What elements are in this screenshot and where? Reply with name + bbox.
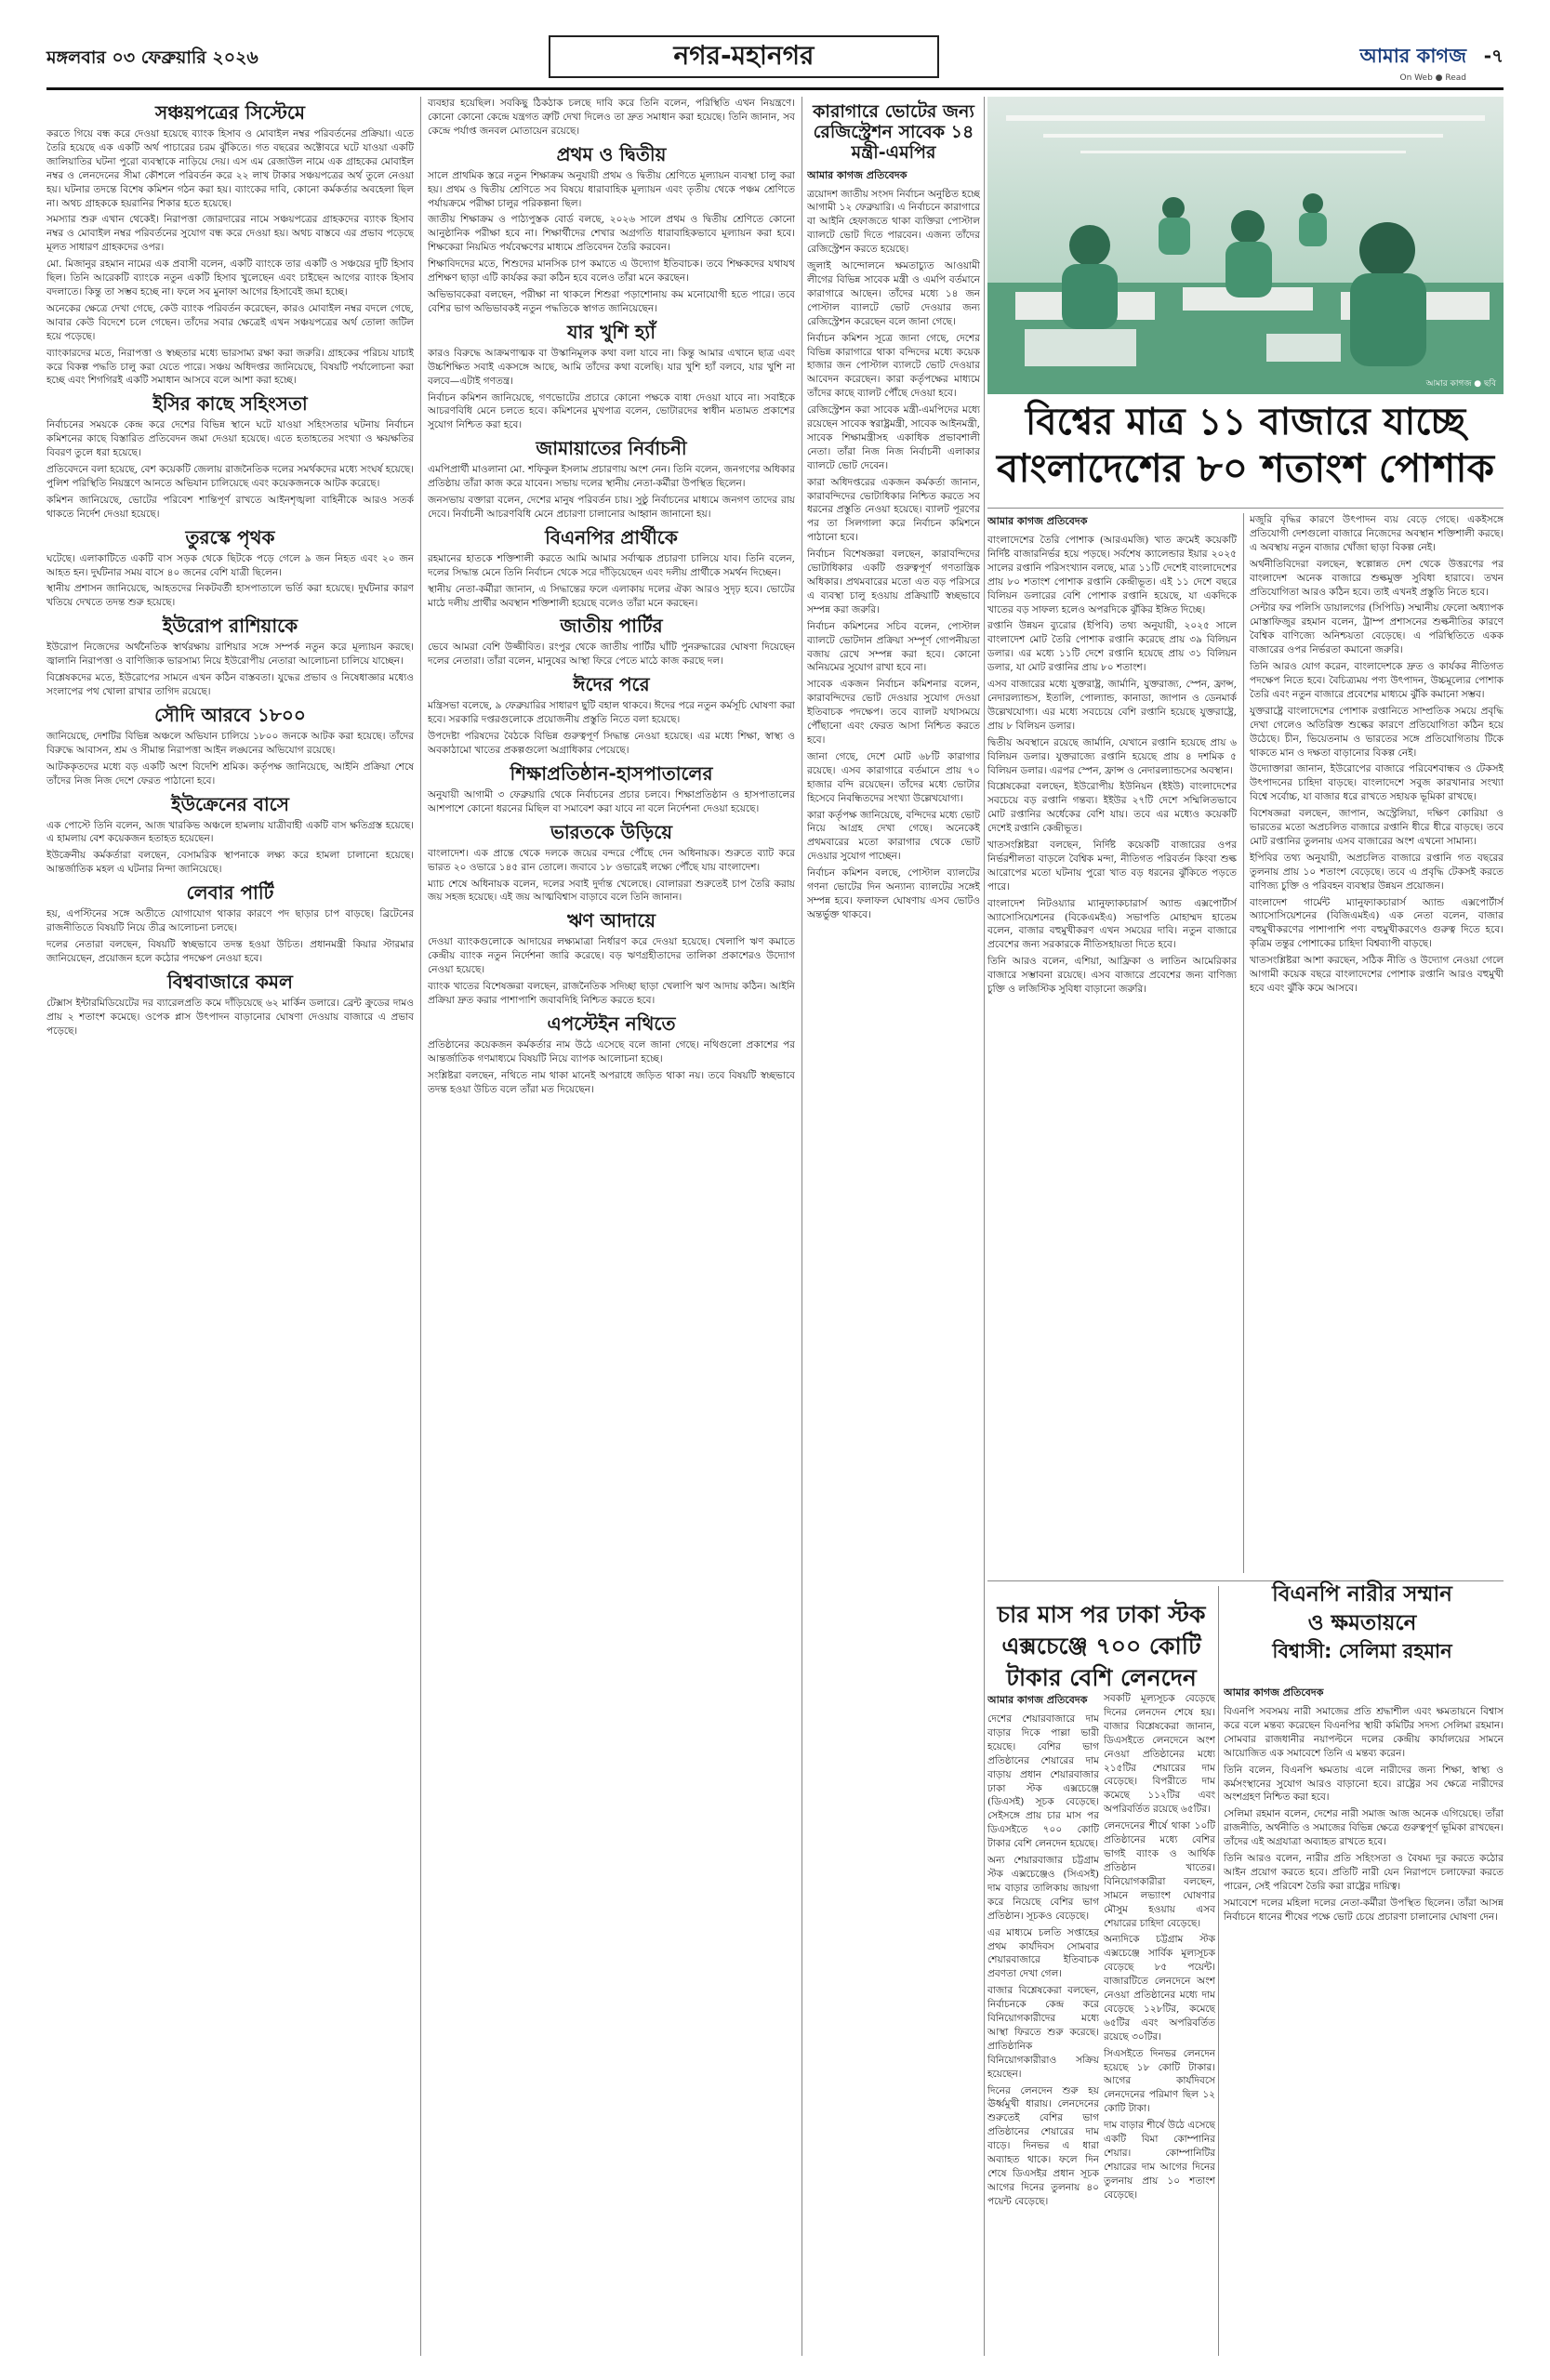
article-paragraph: জনসভায় বক্তারা বলেন, দেশের মানুষ পরিবর্তন চায়। সুষ্ঠু নির্বাচনের মাধ্যমে জনগণ তাদের রায় দেবে। নির্বাচনী আচরণবিধি মেনে প্রচারণা চালানোর আহ্বান জানানো হয়।	[428, 495, 795, 520]
women-headline	[1221, 1580, 1504, 1664]
article-paragraph: তিনি আরও যোগ করেন, বাংলাদেশকে দ্রুত ও কার্যকর নীতিগত পদক্ষেপ নিতে হবে। বৈচিত্র্যময় পণ্য উৎপাদন, উচ্চমূল্যের পোশাক তৈরি এবং নতুন বাজারে প্রবেশের মাধ্যমে ঝুঁকি কমানো সম্ভব।	[1250, 661, 1504, 700]
column-divider	[1243, 513, 1244, 1573]
section-title: নগর-মহানগর	[549, 35, 939, 78]
article-paragraph: অন্যদিকে চট্টগ্রাম স্টক এক্সচেঞ্জে সার্বিক মূল্যসূচক বেড়েছে ৮৫ পয়েন্ট। বাজারটিতে লেনদেনে অংশ নেওয়া প্রতিষ্ঠানের মধ্যে দাম বেড়েছে ১২৮টির, কমেছে ৬৫টির এবং অপরিবর্তিত রয়েছে ৩০টির।	[1104, 1934, 1215, 2043]
article-paragraph: জুলাই আন্দোলনে ক্ষমতাচ্যুত আওয়ামী লীগের বিভিন্ন সাবেক মন্ত্রী ও এমপি বর্তমানে কারাগারে আছেন। তাঁদের মধ্যে ১৪ জন পোস্টাল ব্যালটে ভোট দেওয়ার জন্য রেজিস্ট্রেশন করেছেন বলে জানা গেছে।	[807, 260, 980, 327]
article-paragraph: মো. মিজানুর রহমান নামের এক প্রবাসী বলেন, একটি ব্যাংকে তার একটি ও সঞ্চয়ের দুটি হিসাব ছিল। তিনি আরেকটি ব্যাংকে নতুন একটি হিসাব খুলেছেন এবং চাইছেন আগের ব্যাংক হিসাব বদলাতে। কিন্তু তা সম্ভব হচ্ছে না। ফলে সব মুনাফা আগের হিসাবেই জমা হচ্ছে।	[46, 258, 414, 298]
byline: আমার কাগজ প্রতিবেদক	[987, 1694, 1088, 1706]
article-paragraph: বাংলাদেশের তৈরি পোশাক (আরএমজি) খাত ক্রমেই কয়েকটি নির্দিষ্ট বাজারনির্ভর হয়ে পড়ছে। সর্বশেষ ক্যালেন্ডার ইয়ার ২০২৫ সালের রপ্তানি পরিসংখ্যান বলছে, মাত্র ১১টি দেশেই বাংলাদেশের প্রায় ৮০ শতাংশ পোশাক রপ্তানি কেন্দ্রীভূত। এই ১১ দেশে বছরে বিলিয়ন ডলারের বেশি পোশাক রপ্তানি হয়েছে, যা একদিকে খাতের বড় সাফল্য হলেও অপরদিকে ঝুঁকির ইঙ্গিত দিচ্ছে।	[987, 535, 1237, 615]
article-paragraph: সালে প্রাথমিক স্তরে নতুন শিক্ষাক্রম অনুযায়ী প্রথম ও দ্বিতীয় শ্রেণিতে মূল্যায়ন ব্যবস্থা চালু করা হয়। প্রথম ও দ্বিতীয় শ্রেণিতে সব বিষয়ে ধারাবাহিক মূল্যায়ন এবং তৃতীয় থেকে পঞ্চম শ্রেণিতে পর্যায়ক্রমে পরীক্ষা চালুর পরিকল্পনা ছিল।	[428, 169, 795, 209]
article-paragraph: খাতসংশ্লিষ্টরা আশা করছেন, সঠিক নীতি ও উদ্যোগ নেওয়া গেলে আগামী কয়েক বছরে বাংলাদেশের পোশাক রপ্তানি আরও বহুমুখী হবে এবং ঝুঁকি কমে আসবে।	[1250, 955, 1504, 994]
article-paragraph: জানিয়েছে, দেশটির বিভিন্ন অঞ্চলে অভিযান চালিয়ে ১৮০০ জনকে আটক করা হয়েছে। তাঁদের বিরুদ্ধে আবাসন, শ্রম ও সীমান্ত নিরাপত্তা আইন লঙ্ঘনের অভিযোগ রয়েছে।	[46, 730, 414, 756]
article-after-eid	[428, 699, 795, 758]
article-loan-recovery	[428, 935, 795, 1008]
article-paragraph: বিএনপি সবসময় নারী সমাজের প্রতি শ্রদ্ধাশীল এবং ক্ষমতায়নে বিশ্বাস করে বলে মন্তব্য করেছেন বিএনপির স্থায়ী কমিটির সদস্য সেলিমা রহমান। সোমবার রাজধানীর নয়াপল্টনে দলের কেন্দ্রীয় কার্যালয়ের সামনে আয়োজিত এক সমাবেশে তিনি এ মন্তব্য করেন।	[1224, 1706, 1504, 1759]
article-paragraph: সিএসইতে দিনভর লেনদেন হয়েছে ১৮ কোটি টাকার। আগের কার্যদিবসে লেনদেনের পরিমাণ ছিল ১২ কোটি টাকা।	[1104, 2047, 1215, 2115]
article-paragraph: তিনি আরও বলেন, এশিয়া, আফ্রিকা ও লাতিন আমেরিকার বাজারে সম্ভাবনা রয়েছে। এসব বাজারে প্রবেশের জন্য বাণিজ্য চুক্তি ও লজিস্টিক সুবিধা বাড়ানো জরুরি।	[987, 956, 1237, 996]
article-yes-vote	[428, 347, 795, 432]
column-divider	[420, 97, 421, 2356]
headline-school-hospital: শিক্ষাপ্রতিষ্ঠান-হাসপাতালের	[510, 761, 713, 785]
article-paragraph: হয়, এপস্টিনের সঙ্গে অতীতে যোগাযোগ থাকার কারণে পদ ছাড়ার চাপ বাড়ছে। ব্রিটেনের রাজনীতিতে বিষয়টি নিয়ে তীব্র আলোচনা চলছে।	[46, 908, 414, 934]
article-paragraph: নির্বাচন কমিশন সূত্রে জানা গেছে, দেশের বিভিন্ন কারাগারে থাকা বন্দিদের মধ্যে কয়েক হাজার জন পোস্টাল ব্যালটে ভোট দেওয়ার আবেদন করেছেন। কারা কর্তৃপক্ষের মাধ্যমে তাঁদের কাছে ব্যালট পৌঁছে দেওয়া হবে।	[807, 332, 980, 400]
headline-after-eid: ঈদের পরে	[573, 673, 650, 696]
article-first-second	[428, 169, 795, 316]
column-divider	[1218, 1586, 1219, 2356]
stock-article-left	[987, 1712, 1099, 2209]
article-paragraph: জাতীয় শিক্ষাক্রম ও পাঠ্যপুস্তক বোর্ড বলছে, ২০২৬ সালে প্রথম ও দ্বিতীয় শ্রেণিতে কোনো আনুষ্ঠানিক পরীক্ষা হবে না। শিক্ষার্থীদের শেখার অগ্রগতি ধারাবাহিকভাবে মূল্যায়ন করা হবে। শিক্ষকেরা নিয়মিত পর্যবেক্ষণের মাধ্যমে প্রতিবেদন তৈরি করবেন।	[428, 214, 795, 254]
headline-jamaat: জামায়াতের নির্বাচনী	[536, 437, 687, 460]
article-turkey	[46, 552, 414, 611]
article-paragraph: ইপিবির তথ্য অনুযায়ী, অপ্রচলিত বাজারে রপ্তানি গত বছরের তুলনায় প্রায় ১০ শতাংশ বেড়েছে। তবে এ প্রবৃদ্ধি টেকসই করতে বাণিজ্য চুক্তি ও পরিবহন ব্যবস্থার উন্নয়ন প্রয়োজন।	[1250, 852, 1504, 892]
article-paragraph: অর্থনীতিবিদেরা বলছেন, স্বল্পোন্নত দেশ থেকে উত্তরণের পর বাংলাদেশ অনেক বাজারে শুল্কমুক্ত সুবিধা হারাবে। তখন প্রতিযোগিতা আরও কঠিন হবে। তাই এখনই প্রস্তুতি নিতে হবে।	[1250, 558, 1504, 598]
article-paragraph: ম্যাচ শেষে অধিনায়ক বলেন, দলের সবাই দুর্দান্ত খেলেছে। বোলাররা শুরুতেই চাপ তৈরি করায় জয় সহজ হয়েছে। এই জয় আত্মবিশ্বাস বাড়াবে বলে তিনি জানান।	[428, 878, 795, 904]
article-paragraph: আটককৃতদের মধ্যে বড় একটি অংশ বিদেশি শ্রমিক। কর্তৃপক্ষ জানিয়েছে, আইনি প্রক্রিয়া শেষে তাঁদের নিজ নিজ দেশে ফেরত পাঠানো হবে।	[46, 760, 414, 787]
article-paragraph: সেলিমা রহমান বলেন, দেশের নারী সমাজ আজ অনেক এগিয়েছে। তাঁরা রাজনীতি, অর্থনীতি ও সমাজের বিভিন্ন ক্ষেত্রে গুরুত্বপূর্ণ ভূমিকা রাখছেন। তাঁদের এই অগ্রযাত্রা অব্যাহত রাখতে হবে।	[1224, 1808, 1504, 1848]
logo-tagline: On Web ● Read	[1399, 73, 1466, 83]
article-paragraph: ব্যবহার হয়েছিল। সবকিছু ঠিকঠাক চলছে দাবি করে তিনি বলেন, পরিস্থিতি এখন নিয়ন্ত্রণে। কোনো কোনো কেন্দ্রে যন্ত্রগত ত্রুটি দেখা দিলেও তা দ্রুত সমাধান করা হয়েছে। তিনি জানান, সব কেন্দ্রে পর্যাপ্ত জনবল মোতায়েন রয়েছে।	[428, 98, 795, 137]
headline-labour-party: লেবার পার্টি	[186, 881, 274, 905]
lead-article-right	[1250, 513, 1504, 996]
article-paragraph: শিক্ষাবিদদের মতে, শিশুদের মানসিক চাপ কমাতে এ উদ্যোগ ইতিবাচক। তবে শিক্ষকদের যথাযথ প্রশিক্ষণ ছাড়া এটি কার্যকর করা কঠিন হবে বলেও তাঁরা মনে করছেন।	[428, 258, 795, 284]
stock-column-right	[1104, 1692, 1215, 2356]
article-paragraph: কমিশন জানিয়েছে, ভোটের পরিবেশ শান্তিপূর্ণ রাখতে আইনশৃঙ্খলা বাহিনীকে আরও সতর্ক থাকতে নির্দেশ দেওয়া হয়েছে।	[46, 494, 414, 520]
article-paragraph: ইউরোপ নিজেদের অর্থনৈতিক স্বার্থরক্ষায় রাশিয়ার সঙ্গে সম্পর্ক নতুন করে মূল্যায়ন করছে। জ্বালানি নিরাপত্তা ও বাণিজ্যিক ভারসাম্য নিয়ে ইউরোপীয় নেতারা আলোচনা চালিয়ে যাচ্ছেন।	[46, 641, 414, 668]
article-paragraph: তিনি বলেন, বিএনপি ক্ষমতায় এলে নারীদের জন্য শিক্ষা, স্বাস্থ্য ও কর্মসংস্থানের সুযোগ আরও বাড়ানো হবে। রাষ্ট্রের সব ক্ষেত্রে নারীদের অংশগ্রহণ নিশ্চিত করা হবে।	[1224, 1764, 1504, 1804]
headline-beat-india: ভারতকে উড়িয়ে	[550, 820, 673, 843]
page-number: -৭	[1483, 45, 1504, 67]
article-paragraph: বিশ্লেষকেরা বলছেন, ইউরোপীয় ইউনিয়ন (ইইউ) বাংলাদেশের সবচেয়ে বড় রপ্তানি গন্তব্য। ইইউর ২৭টি দেশে সম্মিলিতভাবে মোট রপ্তানির অর্ধেকের বেশি যায়। তবে এর মধ্যেও কয়েকটি দেশেই রপ্তানি কেন্দ্রীভূত।	[987, 781, 1237, 835]
article-prison-voting	[807, 188, 980, 922]
article-paragraph: দ্বিতীয় অবস্থানে রয়েছে জার্মানি, যেখানে রপ্তানি হয়েছে প্রায় ৬ বিলিয়ন ডলার। যুক্তরাজ্যে রপ্তানি হয়েছে প্রায় ৪ দশমিক ৫ বিলিয়ন ডলার। এরপর স্পেন, ফ্রান্স ও নেদারল্যান্ডসের অবস্থান।	[987, 736, 1237, 776]
article-paragraph: বাজার বিশ্লেষকেরা বলছেন, নির্বাচনকে কেন্দ্র করে বিনিয়োগকারীদের মধ্যে আস্থা ফিরতে শুরু করেছে। প্রাতিষ্ঠানিক বিনিয়োগকারীরাও সক্রিয় হয়েছেন।	[987, 1985, 1099, 2080]
article-paragraph: বিশ্লেষকদের মতে, ইউরোপের সামনে এখন কঠিন বাস্তবতা। যুদ্ধের প্রভাব ও নিষেধাজ্ঞার মধ্যেও সংলাপের পথ খোলা রাখার তাগিদ রয়েছে।	[46, 672, 414, 697]
article-paragraph: সংশ্লিষ্টরা বলছেন, নথিতে নাম থাকা মানেই অপরাধে জড়িত থাকা নয়। তবে বিষয়টি স্বচ্ছভাবে তদন্ত হওয়া উচিত বলে তাঁরা মত দিয়েছেন।	[428, 1069, 795, 1095]
women-headline-line3: বিশ্বাসী: সেলিমা রহমান	[1272, 1640, 1452, 1663]
article-saudi	[46, 730, 414, 788]
article-paragraph: অন্য শেয়ারবাজার চট্টগ্রাম স্টক এক্সচেঞ্জেও (সিএসই) দাম বাড়ার তালিকায় জায়গা করে নিয়েছে বেশির ভাগ প্রতিষ্ঠান। সূচকও বেড়েছে।	[987, 1855, 1099, 1922]
article-paragraph: উপদেষ্টা পরিষদের বৈঠকে বিভিন্ন গুরুত্বপূর্ণ সিদ্ধান্ত নেওয়া হয়েছে। এর মধ্যে শিক্ষা, স্বাস্থ্য ও অবকাঠামো খাতের প্রকল্পগুলো অগ্রাধিকার পেয়েছে।	[428, 731, 795, 756]
headline-bnp-candidate: বিএনপির প্রার্থীকে	[545, 525, 678, 549]
article-paragraph: দিনের লেনদেন শুরু হয় ঊর্ধ্বমুখী ধারায়। লেনদেনের শুরুতেই বেশির ভাগ প্রতিষ্ঠানের শেয়ারের দাম বাড়ে। দিনভর এ ধারা অব্যাহত থাকে। ফলে দিন শেষে ডিএসইর প্রধান সূচক আগের দিনের তুলনায় ৪০ পয়েন্ট বেড়েছে।	[987, 2084, 1099, 2207]
article-paragraph: কারা কর্তৃপক্ষ জানিয়েছে, বন্দিদের মধ্যে ভোট নিয়ে আগ্রহ দেখা গেছে। অনেকেই প্রথমবারের মতো কারাগার থেকে ভোট দেওয়ার সুযোগ পাচ্ছেন।	[807, 809, 980, 863]
headline-ukraine-bus: ইউক্রেনের বাসে	[171, 792, 289, 815]
stock-headline: চার মাস পর ঢাকা স্টক এক্সচেঞ্জে ৭০০ কোটি টাকার বেশি লেনদেন	[997, 1601, 1206, 1691]
headline-oil-price: বিশ্ববাজারে কমল	[167, 970, 293, 993]
article-paragraph: মন্ত্রিসভা বলেছে, ৯ ফেব্রুয়ারির সাধারণ ছুটি বহাল থাকবে। ঈদের পরে নতুন কর্মসূচি ঘোষণা করা হবে। সরকারি দপ্তরগুলোকে প্রয়োজনীয় প্রস্তুতি নিতে বলা হয়েছে।	[428, 700, 795, 726]
article-paragraph: নির্বাচন কমিশন বলছে, পোস্টাল ব্যালটের গণনা ভোটের দিন অন্যান্য ব্যালটের সঙ্গেই সম্পন্ন হবে। ফলাফল ঘোষণায় এসব ভোটও অন্তর্ভুক্ত থাকবে।	[807, 867, 980, 920]
article-paragraph: এক পোস্টে তিনি বলেন, আজ খারকিভ অঞ্চলে হামলায় যাত্রীবাহী একটি বাস ক্ষতিগ্রস্ত হয়েছে। এ হামলায় বেশ কয়েকজন হতাহত হয়েছেন।	[46, 819, 414, 845]
article-paragraph: সেন্টার ফর পলিসি ডায়ালগের (সিপিডি) সম্মানীয় ফেলো অধ্যাপক মোস্তাফিজুর রহমান বলেন, ট্রাম্প প্রশাসনের শুল্কনীতির কারণে বৈশ্বিক বাণিজ্যে অনিশ্চয়তা বেড়েছে। এ পরিস্থিতিতে একক বাজারের ওপর নির্ভরতা কমানো জরুরি।	[1250, 602, 1504, 656]
lead-column-left	[987, 513, 1237, 1582]
article-paragraph: রেজিস্ট্রেশন করা সাবেক মন্ত্রী-এমপিদের মধ্যে রয়েছেন সাবেক স্বরাষ্ট্রমন্ত্রী, সাবেক আইনমন্ত্রী, সাবেক শিক্ষামন্ত্রীসহ একাধিক প্রভাবশালী নেতা। তাঁরা নিজ নিজ নির্বাচনী এলাকার ব্যালটে ভোট দেবেন।	[807, 404, 980, 471]
column-3	[807, 97, 980, 2356]
article-paragraph: ব্যাংক খাতের বিশেষজ্ঞরা বলছেন, রাজনৈতিক সদিচ্ছা ছাড়া খেলাপি ঋণ আদায় কঠিন। আইনি প্রক্রিয়া দ্রুত করার পাশাপাশি জবাবদিহি নিশ্চিত করতে হবে।	[428, 981, 795, 1006]
article-paragraph: এর মাধ্যমে চলতি সপ্তাহের প্রথম কার্যদিবস সোমবার শেয়ারবাজারে ইতিবাচক প্রবণতা দেখা গেল।	[987, 1926, 1099, 1980]
article-paragraph: স্থানীয় প্রশাসন জানিয়েছে, আহতদের নিকটবর্তী হাসপাতালে ভর্তি করা হয়েছে। দুর্ঘটনার কারণ খতিয়ে দেখতে তদন্ত শুরু হয়েছে।	[46, 583, 414, 609]
article-sanchayapatra	[46, 127, 414, 388]
article-paragraph: স্থানীয় নেতা-কর্মীরা জানান, এ সিদ্ধান্তের ফলে এলাকায় দলের ঐক্য আরও সুদৃঢ় হবে। ভোটের মাঠে দলীয় প্রার্থীর অবস্থান শক্তিশালী হয়েছে বলেও তাঁরা মনে করছেন।	[428, 583, 795, 609]
article-paragraph: অভিভাবকেরা বলছেন, পরীক্ষা না থাকলে শিশুরা পড়াশোনায় কম মনোযোগী হতে পারে। তবে বেশির ভাগ অভিভাবকই নতুন পদ্ধতিকে স্বাগত জানিয়েছেন।	[428, 288, 795, 314]
lead-article-left	[987, 534, 1237, 997]
article-paragraph: উদ্যোক্তারা জানান, ইউরোপের বাজারে পরিবেশবান্ধব ও টেকসই উৎপাদনের চাহিদা বাড়ছে। বাংলাদেশে সবুজ কারখানার সংখ্যা বিশ্বে সর্বোচ্চ, যা বাজার ধরে রাখতে সহায়ক ভূমিকা রাখছে।	[1250, 763, 1504, 803]
headline-rule	[987, 508, 1504, 509]
women-headline-line1: বিএনপি নারীর সম্মান	[1272, 1582, 1452, 1606]
article-ukraine-bus	[46, 819, 414, 878]
article-paragraph: অনেকের ক্ষেত্রে দেখা গেছে, কেউ ব্যাংক পরিবর্তন করেছেন, কারও মোবাইল নম্বর বদলে গেছে, আবার কেউ বিদেশে চলে গেছেন। তাঁদের সবার ক্ষেত্রেই এখন সঞ্চয়পত্রের অর্থ তোলা জটিল হয়ে পড়েছে।	[46, 302, 414, 342]
article-paragraph: ত্রয়োদশ জাতীয় সংসদ নির্বাচন অনুষ্ঠিত হচ্ছে আগামী ১২ ফেব্রুয়ারি। এ নির্বাচনে কারাগারে বা আইনি হেফাজতে থাকা ব্যক্তিরা পোস্টাল ব্যালটে ভোট দিতে পারবেন। এজন্য তাঁদের রেজিস্ট্রেশন করতে হয়েছে।	[807, 188, 980, 256]
article-paragraph: ঘটেছে। এলাকাটিতে একটি বাস সড়ক থেকে ছিটকে পড়ে গেলে ৯ জন নিহত এবং ২০ জন আহত হন। দুর্ঘটনার সময় বাসে ৪০ জনের বেশি যাত্রী ছিলেন।	[46, 552, 414, 578]
article-paragraph: সমাবেশে দলের মহিলা দলের নেতা-কর্মীরা উপস্থিত ছিলেন। তাঁরা আসন্ন নির্বাচনে ধানের শীষের পক্ষে ভোট চেয়ে প্রচারণা চালানোর ঘোষণা দেন।	[1224, 1897, 1504, 1923]
article-paragraph: এমপিপ্রার্থী মাওলানা মো. শফিকুল ইসলাম প্রচারণায় অংশ নেন। তিনি বলেন, জনগণের অধিকার প্রতিষ্ঠায় তাঁরা কাজ করে যাবেন। সভায় দলের স্থানীয় নেতা-কর্মীরা উপস্থিত ছিলেন।	[428, 464, 795, 490]
article-labour-party	[46, 907, 414, 966]
article-paragraph: দাম বাড়ার শীর্ষে উঠে এসেছে একটি বিমা কোম্পানির শেয়ার। কোম্পানিটির শেয়ারের দাম আগের দিনের তুলনায় প্রায় ১০ শতাংশ বেড়েছে।	[1104, 2120, 1215, 2201]
article-paragraph: খাতসংশ্লিষ্টরা বলছেন, নির্দিষ্ট কয়েকটি বাজারের ওপর নির্ভরশীলতা বাড়লে বৈশ্বিক মন্দা, নীতিগত পরিবর্তন কিংবা শুল্ক আরোপের মতো ঘটনায় পুরো খাত বড় ধরনের ঝুঁকিতে পড়তে পারে।	[987, 840, 1237, 892]
article-epstein	[428, 1038, 795, 1097]
article-paragraph: নির্বাচন বিশেষজ্ঞরা বলছেন, কারাবন্দিদের ভোটাধিকার একটি গুরুত্বপূর্ণ গণতান্ত্রিক অধিকার। প্রথমবারের মতো এত বড় পরিসরে এ ব্যবস্থা চালু হওয়ায় প্রক্রিয়াটি স্বচ্ছভাবে সম্পন্ন করা জরুরি।	[807, 549, 980, 615]
article-paragraph: প্রতিষ্ঠানের কয়েকজন কর্মকর্তার নাম উঠে এসেছে বলে জানা গেছে। নথিগুলো প্রকাশের পর আন্তর্জাতিক গণমাধ্যমে বিষয়টি নিয়ে ব্যাপক আলোচনা হচ্ছে।	[428, 1038, 795, 1064]
lead-headline-line1: বিশ্বের মাত্র ১১ বাজারে যাচ্ছে	[1025, 401, 1466, 443]
masthead-rule	[46, 87, 1504, 90]
article-jatiya-party	[428, 641, 795, 668]
column-divider	[984, 97, 985, 2356]
article-paragraph: সাবেক একজন নির্বাচন কমিশনার বলেন, কারাবন্দিদের ভোট দেওয়ার সুযোগ দেওয়া ইতিবাচক পদক্ষেপ। তবে ব্যালট যথাসময়ে পৌঁছানো এবং ফেরত আসা নিশ্চিত করতে হবে।	[807, 679, 980, 746]
column-divider	[801, 97, 802, 2356]
article-paragraph: দেওয়া ব্যাংকগুলোকে আদায়ের লক্ষ্যমাত্রা নির্ধারণ করে দেওয়া হয়েছে। খেলাপি ঋণ কমাতে কেন্দ্রীয় ব্যাংক নতুন নির্দেশনা জারি করেছে। বড় ঋণগ্রহীতাদের তালিকা প্রকাশেরও উদ্যোগ নেওয়া হয়েছে।	[428, 936, 795, 976]
logo-text: আমার কাগজ	[1359, 45, 1466, 67]
article-paragraph: সমস্যার শুরু এখান থেকেই। নিরাপত্তা জোরদারের নামে সঞ্চয়পত্রের গ্রাহকদের ব্যাংক হিসাব নম্বর ও মোবাইল নম্বর পরিবর্তনের সুযোগ বন্ধ করে দেওয়া হয়। অথচ বাস্তবে এর প্রভাব পড়েছে মূলত সাধারণ গ্রাহকদের ওপর।	[46, 214, 414, 254]
headline-ec-violence: ইসির কাছে সহিংসতা	[152, 392, 308, 416]
headline-turkey: তুরস্কে পৃথক	[185, 525, 275, 549]
article-paragraph: নির্বাচন কমিশনের সচিব বলেন, পোস্টাল ব্যালটে ভোটদান প্রক্রিয়া সম্পূর্ণ গোপনীয়তা বজায় রেখে সম্পন্ন করা হবে। কোনো অনিয়মের সুযোগ রাখা হবে না।	[807, 620, 980, 674]
article-paragraph: করতে গিয়ে বন্ধ করে দেওয়া হয়েছে ব্যাংক হিসাব ও মোবাইল নম্বর পরিবর্তনের প্রক্রিয়া। এতে তৈরি হয়েছে এক একটি অর্থ পাচারের চরম ঝুঁকিতে। গত বছরের অক্টোবরে ঘটে যাওয়া একটি জালিয়াতির ঘটনা পুরো ব্যবস্থাকে নাড়িয়ে দেয়। এস এম রেজাউল নামে এক গ্রাহকের মোবাইল নম্বর ও লেনদেনের সীমা কৌশলে পরিবর্তন করে ২২ লাখ টাকার সঞ্চয়পত্রের অর্থ তুলে নেওয়া হয়। ঘটনার তদন্তে বিশেষ কমিশন গঠন করা হয়। ব্যাংকের দাবি, কোনো কর্মকর্তার অবহেলা ছিল না। অথচ গ্রাহককে হয়রানির শিকার হতে হয়েছে।	[46, 128, 414, 209]
article-paragraph: তিনি আরও বলেন, নারীর প্রতি সহিংসতা ও বৈষম্য দূর করতে কঠোর আইন প্রয়োগ করতে হবে। প্রতিটি নারী যেন নিরাপদে চলাফেরা করতে পারেন, সেই পরিবেশ তৈরি করা রাষ্ট্রের দায়িত্ব।	[1224, 1853, 1504, 1892]
headline-europe-russia: ইউরোপ রাশিয়াকে	[162, 615, 298, 638]
women-headline-line2: ও ক্ষমতায়নে	[1307, 1611, 1417, 1636]
masthead	[46, 35, 1504, 83]
article-paragraph: কারা অধিদপ্তরের একজন কর্মকর্তা জানান, কারাবন্দিদের ভোটাধিকার নিশ্চিত করতে সব ধরনের প্রস্তুতি নেওয়া হয়েছে। ব্যালট পূরণের পর তা সিলগালা করে নির্বাচন কমিশনে পাঠানো হবে।	[807, 476, 980, 544]
article-paragraph: বাংলাদেশ নিটওয়্যার ম্যানুফ্যাকচারার্স অ্যান্ড এক্সপোর্টার্স অ্যাসোসিয়েশনের (বিকেএমইএ) সভাপতি মোহাম্মদ হাতেম বলেন, বাজার বহুমুখীকরণ এখন সময়ের দাবি। নতুন বাজারে প্রবেশের জন্য সরকারকে নীতিসহায়তা দিতে হবে।	[987, 897, 1237, 951]
garment-factory-illustration	[987, 97, 1504, 394]
article-paragraph: ইউক্রেনীয় কর্মকর্তারা বলছেন, বেসামরিক স্থাপনাকে লক্ষ্য করে হামলা চালানো হয়েছে। আন্তর্জাতিক মহল এ ঘটনার নিন্দা জানিয়েছে।	[46, 850, 414, 876]
headline-saudi: সৌদি আরবে ১৮০০	[154, 703, 306, 726]
stock-article-right	[1104, 1692, 1215, 2202]
article-paragraph: জানা গেছে, দেশে মোট ৬৮টি কারাগার রয়েছে। এসব কারাগারে বর্তমানে প্রায় ৭০ হাজার বন্দি রয়েছেন। তাঁদের মধ্যে ভোটার হিসেবে নিবন্ধিতদের সংখ্যা উল্লেখযোগ্য।	[807, 750, 980, 804]
byline: আমার কাগজ প্রতিবেদক	[987, 515, 1088, 527]
headline-prison-voting: কারাগারে ভোটের জন্য রেজিস্ট্রেশন সাবেক ১৪ মন্ত্রী-এমপির	[813, 101, 974, 163]
stock-column-left	[987, 1692, 1099, 2356]
article-paragraph: নির্বাচনের সময়কে কেন্দ্র করে দেশের বিভিন্ন স্থানে ঘটে যাওয়া সহিংসতার ঘটনায় নির্বাচন কমিশনের কাছে বিস্তারিত প্রতিবেদন জমা দেওয়া হয়েছে। এতে হতাহতের সংখ্যা ও ক্ষয়ক্ষতির বিবরণ তুলে ধরা হয়েছে।	[46, 419, 414, 459]
lead-column-right	[1250, 513, 1504, 1573]
article-oil-price	[46, 997, 414, 1038]
column-1	[46, 97, 414, 2356]
article-paragraph: দেশের শেয়ারবাজারে দাম বাড়ার দিকে পাল্লা ভারী হয়েছে। বেশির ভাগ প্রতিষ্ঠানের শেয়ারের দাম বাড়ায় প্রধান শেয়ারবাজার ঢাকা স্টক এক্সচেঞ্জে (ডিএসই) সূচক বেড়েছে। সেইসঙ্গে প্রায় চার মাস পর ডিএসইতে ৭০০ কোটি টাকার বেশি লেনদেন হয়েছে।	[987, 1713, 1099, 1850]
article-paragraph: নির্বাচন কমিশন জানিয়েছে, গণভোটের প্রচারে কোনো পক্ষকে বাধা দেওয়া যাবে না। সবাইকে আচরণবিধি মেনে চলতে হবে। কমিশনের মুখপাত্র বলেন, ভোটারদের স্বাধীন মতামত প্রকাশের সুযোগ নিশ্চিত করা হবে।	[428, 391, 795, 431]
article-beat-india	[428, 847, 795, 906]
article-paragraph: লেনদেনের শীর্ষে থাকা ১০টি প্রতিষ্ঠানের মধ্যে বেশির ভাগই ব্যাংক ও আর্থিক প্রতিষ্ঠান খাতের। বিনিয়োগকারীরা বলছেন, সামনে লভ্যাংশ ঘোষণার মৌসুম হওয়ায় এসব শেয়ারের চাহিদা বেড়েছে।	[1104, 1820, 1215, 1929]
byline: আমার কাগজ প্রতিবেদক	[807, 168, 907, 181]
article-jamaat	[428, 463, 795, 522]
issue-date: মঙ্গলবার ০৩ ফেব্রুয়ারি ২০২৬	[46, 47, 258, 68]
article-paragraph: দলের নেতারা বলছেন, বিষয়টি স্বচ্ছভাবে তদন্ত হওয়া উচিত। প্রধানমন্ত্রী কিয়ার স্টারমার জানিয়েছেন, প্রয়োজন হলে কঠোর পদক্ষেপ নেওয়া হবে।	[46, 938, 414, 964]
newspaper-logo	[1360, 41, 1466, 83]
article-paragraph: রপ্তানি উন্নয়ন ব্যুরোর (ইপিবি) তথ্য অনুযায়ী, ২০২৫ সালে বাংলাদেশ মোট তৈরি পোশাক রপ্তানি করেছে প্রায় ৩৯ বিলিয়ন ডলার। এর মধ্যে ১১টি দেশে রপ্তানি হয়েছে প্রায় ৩১ বিলিয়ন ডলার, যা মোট রপ্তানির প্রায় ৮০ শতাংশ।	[987, 620, 1237, 674]
article-paragraph: প্রতিবেদনে বলা হয়েছে, বেশ কয়েকটি জেলায় রাজনৈতিক দলের সমর্থকদের মধ্যে সংঘর্ষ হয়েছে। পুলিশ পরিস্থিতি নিয়ন্ত্রণে আনতে অভিযান চালিয়েছে এবং কয়েকজনকে আটক করেছে।	[46, 464, 414, 489]
article-intro	[428, 97, 795, 139]
headline-first-second: প্রথম ও দ্বিতীয়	[556, 142, 667, 165]
article-paragraph: বিশেষজ্ঞরা বলছেন, জাপান, অস্ট্রেলিয়া, দক্ষিণ কোরিয়া ও ভারতের মতো অপ্রচলিত বাজারে রপ্তানি ধীরে ধীরে বাড়ছে। তবে মোট রপ্তানির তুলনায় এসব বাজারের অংশ এখনো সামান্য।	[1250, 808, 1504, 847]
article-paragraph: টেক্সাস ইন্টারমিডিয়েটের দর ব্যারেলপ্রতি কমে দাঁড়িয়েছে ৬২ মার্কিন ডলারে। ব্রেন্ট ক্রুডের দামও প্রায় ২ শতাংশ কমেছে। ওপেক প্লাস উৎপাদন বাড়ানোর ঘোষণা দেওয়ায় বাজারে এ প্রভাব পড়েছে।	[46, 997, 414, 1037]
lead-headline-line2: বাংলাদেশের ৮০ শতাংশ পোশাক	[997, 445, 1494, 491]
lead-headline	[987, 400, 1504, 494]
article-paragraph: কারও বিরুদ্ধে আক্রমণাত্মক বা উস্কানিমূলক কথা বলা যাবে না। কিন্তু আমার এখানে ছাত্র এবং উচ্চশিক্ষিত সবাই একসঙ্গে আছে, আমি তাঁদের কথা বলেছি। যার খুশি হ্যাঁ বলবে, যার খুশি না বলবে—এটাই গণতন্ত্র।	[428, 347, 795, 387]
headline-loan-recovery: ঋণ আদায়ে	[566, 909, 656, 932]
garment-factory-photo	[987, 97, 1504, 394]
photo-credit: আমার কাগজ ● ছবি	[1425, 379, 1496, 389]
article-europe-russia	[46, 641, 414, 699]
article-paragraph: মজুরি বৃদ্ধির কারণে উৎপাদন ব্যয় বেড়ে গেছে। একইসঙ্গে প্রতিযোগী দেশগুলো বাজারে নিজেদের অবস্থান শক্তিশালী করছে। এ অবস্থায় নতুন বাজার খোঁজা ছাড়া বিকল্প নেই।	[1250, 514, 1504, 553]
article-paragraph: অনুযায়ী আগামী ৩ ফেব্রুয়ারি থেকে নির্বাচনের প্রচার চলবে। শিক্ষাপ্রতিষ্ঠান ও হাসপাতালের আশপাশে কোনো ধরনের মিছিল বা সমাবেশ করা যাবে না বলে নির্দেশনা দেওয়া হয়েছে।	[428, 788, 795, 814]
article-paragraph: যুক্তরাষ্ট্রে বাংলাদেশের পোশাক রপ্তানিতে সাম্প্রতিক সময়ে প্রবৃদ্ধি দেখা গেলেও অতিরিক্ত শুল্কের কারণে প্রতিযোগিতা কঠিন হয়ে উঠেছে। চীন, ভিয়েতনাম ও ভারতের সঙ্গে প্রতিযোগিতায় টিকে থাকতে মান ও দক্ষতা বাড়ানোর বিকল্প নেই।	[1250, 705, 1504, 759]
headline-yes-vote: যার খুশি হ্যাঁ	[566, 320, 656, 343]
article-paragraph: রহমানের হাতকে শক্তিশালী করতে আমি আমার সর্বাত্মক প্রচারণা চালিয়ে যাব। তিনি বলেন, দলের সিদ্ধান্ত মেনে তিনি নির্বাচন থেকে সরে দাঁড়িয়েছেন এবং দলীয় প্রার্থীকে সমর্থন দিচ্ছেন।	[428, 552, 795, 578]
article-paragraph: বাংলাদেশ গার্মেন্ট ম্যানুফ্যাকচারার্স অ্যান্ড এক্সপোর্টার্স অ্যাসোসিয়েশনের (বিজিএমইএ) এক নেতা বলেন, বাজার বহুমুখীকরণের পাশাপাশি পণ্য বহুমুখীকরণেও গুরুত্ব দিতে হবে। কৃত্রিম তন্তুর পোশাকের চাহিদা বিশ্বব্যাপী বাড়ছে।	[1250, 896, 1504, 950]
article-paragraph: এসব বাজারের মধ্যে যুক্তরাষ্ট্র, জার্মানি, যুক্তরাজ্য, স্পেন, ফ্রান্স, নেদারল্যান্ডস, ইতালি, পোল্যান্ড, কানাডা, জাপান ও ডেনমার্ক উল্লেখযোগ্য। এর মধ্যে সবচেয়ে বেশি রপ্তানি হয়েছে যুক্তরাষ্ট্রে, প্রায় ৮ বিলিয়ন ডলার।	[987, 679, 1237, 732]
article-paragraph: ভেবে আমরা বেশি উজ্জীবিত। রংপুর থেকে জাতীয় পার্টির ঘাঁটি পুনরুদ্ধারের ঘোষণা দিয়েছেন দলের নেতারা। তাঁরা বলেন, মানুষের আস্থা ফিরে পেতে মাঠে কাজ করছে দল।	[428, 641, 795, 668]
byline: আমার কাগজ প্রতিবেদক	[1224, 1686, 1324, 1699]
headline-epstein: এপস্টেইন নথিতে	[547, 1012, 676, 1035]
women-article	[1224, 1705, 1504, 1924]
article-ec-violence	[46, 418, 414, 521]
article-school-hospital	[428, 788, 795, 816]
women-column	[1224, 1685, 1504, 2356]
column-2	[428, 97, 795, 2356]
article-paragraph: সবকটি মূল্যসূচক বেড়েছে দিনের লেনদেন শেষে হয়। বাজার বিশ্লেষকেরা জানান, ডিএসইতে লেনদেনে অংশ নেওয়া প্রতিষ্ঠানের মধ্যে ২১৫টির শেয়ারের দাম বেড়েছে। বিপরীতে দাম কমেছে ১১২টির এবং অপরিবর্তিত রয়েছে ৬৫টির।	[1104, 1693, 1215, 1816]
article-paragraph: ব্যাংকারদের মতে, নিরাপত্তা ও স্বচ্ছতার মধ্যে ভারসাম্য রক্ষা করা জরুরি। গ্রাহকের পরিচয় যাচাই করে বিকল্প পদ্ধতি চালু করা যেতে পারে। সঞ্চয় অধিদপ্তর জানিয়েছে, বিষয়টি পর্যালোচনা করা হচ্ছে এবং শিগগিরই একটি সমাধান আসবে বলে আশা করা হচ্ছে।	[46, 347, 414, 387]
headline-sanchayapatra: সঞ্চয়পত্রের সিস্টেমে	[154, 101, 305, 124]
article-paragraph: বাংলাদেশ। এক প্রান্তে থেকে দলকে জয়ের বন্দরে পৌঁছে দেন অধিনায়ক। শুরুতে ব্যাট করে ভারত ২০ ওভারে ১৪৫ রান তোলে। জবাবে ১৮ ওভারেই লক্ষ্যে পৌঁছে যায় বাংলাদেশ।	[428, 847, 795, 873]
article-bnp-candidate	[428, 552, 795, 611]
headline-jatiya-party: জাতীয় পার্টির	[560, 615, 663, 638]
